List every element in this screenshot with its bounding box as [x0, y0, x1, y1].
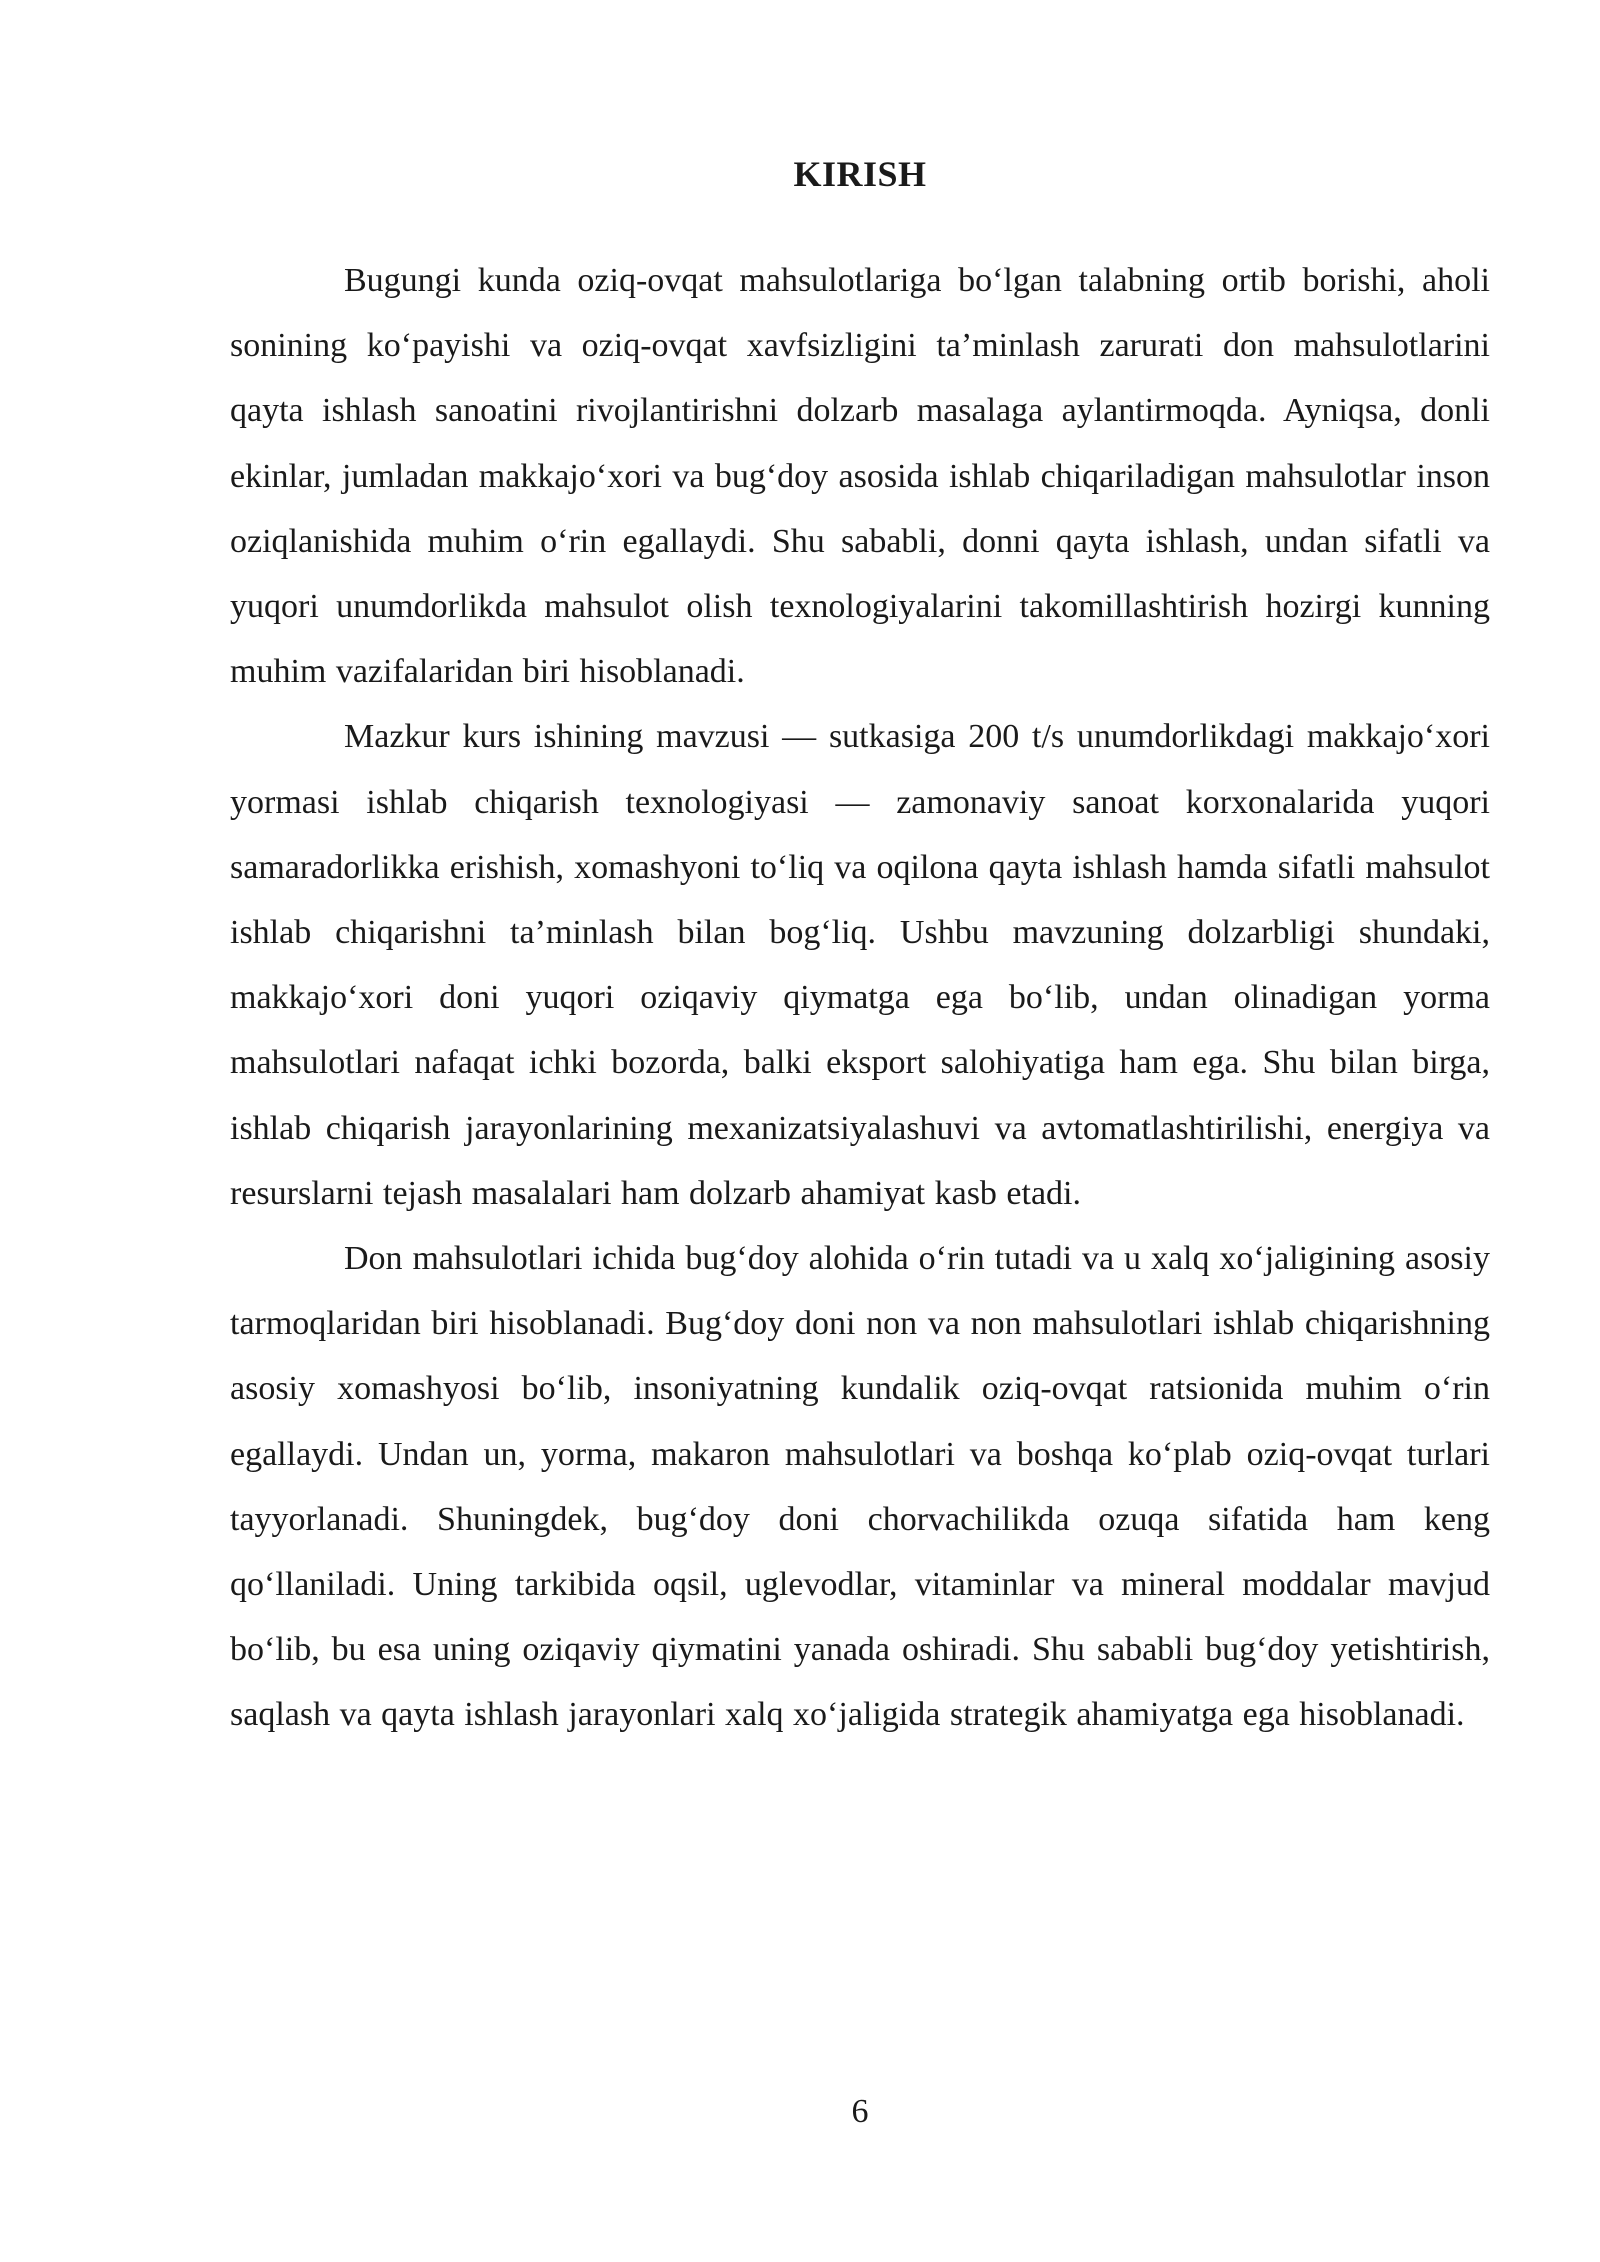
paragraph: Don mahsulotlari ichida bug‘doy alohida o‘rin tutadi va u xalq xo‘jaligining asosiy tarmoqlaridan biri hisoblanadi. Bug‘doy doni non va non mahsulotlari ishlab chiqarishning asosiy xomashyosi bo‘lib, insoniyatning kundalik oziq-ovqat ratsionida muhim o‘rin egallaydi. Undan un, yorma, makaron mahsulotlari va boshqa ko‘plab oziq-ovqat turlari tayyorlanadi. Shuningdek, bug‘doy doni chorvachilikda ozuqa sifatida ham keng qo‘llaniladi. Uning tarkibida oqsil, uglevodlar, vitaminlar va mineral moddalar mavjud bo‘lib, bu esa uning oziqaviy qiymatini yanada oshiradi. Shu sababli bug‘doy yetishtirish, saqlash va qayta ishlash jarayonlari xalq xo‘jaligida strategik ahamiyatga ega hisoblanadi.	[230, 1240, 1490, 1734]
paragraph: Mazkur kurs ishining mavzusi — sutkasiga 200 t/s unumdorlikdagi makkajo‘xori yormasi ishlab chiqarish texnologiyasi — zamonaviy sanoat korxonalarida yuqori samaradorlikka erishish, xomashyoni to‘liq va oqilona qayta ishlash hamda sifatli mahsulot ishlab chiqarishni ta’minlash bilan bog‘liq. Ushbu mavzuning dolzarbligi shundaki, makkajo‘xori doni yuqori oziqaviy qiymatga ega bo‘lib, undan olinadigan yorma mahsulotlari nafaqat ichki bozorda, balki eksport salohiyatiga ham ega. Shu bilan birga, ishlab chiqarish jarayonlarining mexanizatsiyalashuvi va avtomatlashtirilishi, energiya va resurslarni tejash masalalari ham dolzarb ahamiyat kasb etadi.	[230, 718, 1490, 1212]
page-number: 6	[851, 2093, 869, 2130]
paragraph: Bugungi kunda oziq-ovqat mahsulotlariga bo‘lgan talabning ortib borishi, aholi sonining ko‘payishi va oziq-ovqat xavfsizligini ta’minlash zarurati don mahsulotlarini qayta ishlash sanoatini rivojlantirishni dolzarb masalaga aylantirmoqda. Ayniqsa, donli ekinlar, jumladan makkajo‘xori va bug‘doy asosida ishlab chiqariladigan mahsulotlar inson oziqlanishida muhim o‘rin egallaydi. Shu sababli, donni qayta ishlash, undan sifatli va yuqori unumdorlikda mahsulot olish texnologiyalarini takomillashtirish hozirgi kunning muhim vazifalaridan biri hisoblanadi.	[230, 262, 1490, 691]
body-text	[230, 248, 1490, 1748]
section-heading: KIRISH	[793, 154, 927, 194]
